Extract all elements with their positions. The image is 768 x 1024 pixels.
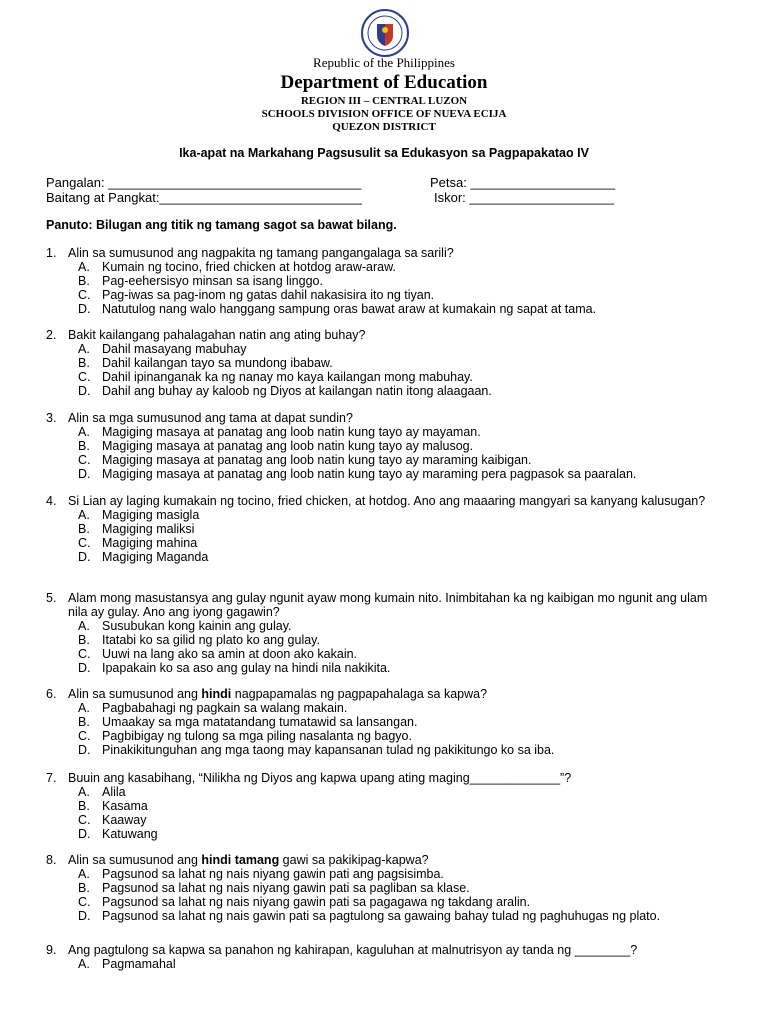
choice-letter: D. <box>78 661 91 675</box>
question-text: Alam mong masustansya ang gulay ngunit ayaw mong kumain nito. Inimbitahan ka ng kaibigan mo ngunit ang ulam nila ay gulay. Ano ang iyong gagawin? <box>68 591 708 619</box>
choice-text: Magiging masaya at panatag ang loob natin kung tayo ay mayaman. <box>102 425 481 439</box>
choice-a <box>78 785 726 799</box>
question-text <box>68 687 726 701</box>
choice-letter: B. <box>78 522 90 536</box>
question-2 <box>46 328 726 398</box>
choice-c <box>78 895 726 909</box>
question-number: 3. <box>46 411 57 425</box>
choice-letter: A. <box>78 957 90 971</box>
choice-text: Umaakay sa mga matatandang tumatawid sa lansangan. <box>102 715 418 729</box>
question-text: Bakit kailangang pahalagahan natin ang ating buhay? <box>68 328 366 342</box>
choice-a <box>78 867 726 881</box>
choice-letter: D. <box>78 550 91 564</box>
choice-letter: A. <box>78 342 90 356</box>
choice-letter: C. <box>78 370 91 384</box>
choice-text: Pagsunod sa lahat ng nais niyang gawin pati sa pagliban sa klase. <box>102 881 470 895</box>
letterhead <box>0 54 768 134</box>
question-3 <box>46 411 726 481</box>
choice-letter: B. <box>78 439 90 453</box>
choice-text: Natutulog nang walo hanggang sampung oras bawat araw at kumakain ng sapat at tama. <box>102 302 597 316</box>
choice-letter: D. <box>78 743 91 757</box>
choice-letter: C. <box>78 453 91 467</box>
choice-c <box>78 288 726 302</box>
choice-text: Pagmamahal <box>102 957 176 971</box>
choice-d <box>78 467 726 481</box>
question-number: 9. <box>46 943 57 957</box>
question-1 <box>46 246 726 316</box>
question-number: 4. <box>46 494 57 508</box>
choice-text: Dahil ipinanganak ka ng nanay mo kaya kailangan mong mabuhay. <box>102 370 473 384</box>
question-emphasis: hindi tamang <box>201 853 280 867</box>
choice-text: Kumain ng tocino, fried chicken at hotdog araw-araw. <box>102 260 396 274</box>
choice-letter: C. <box>78 813 91 827</box>
question-text-pre: Alin sa sumusunod ang <box>68 687 202 701</box>
question-emphasis: hindi <box>201 687 232 701</box>
choice-letter: B. <box>78 881 90 895</box>
question-text: Alin sa mga sumusunod ang tama at dapat sundin? <box>68 411 353 425</box>
question-number: 8. <box>46 853 57 867</box>
choice-letter: D. <box>78 467 91 481</box>
question-7 <box>46 771 726 841</box>
choice-text: Kasama <box>102 799 148 813</box>
choice-letter: D. <box>78 909 91 923</box>
choice-text: Itatabi ko sa gilid ng plato ko ang gulay. <box>102 633 320 647</box>
choice-text: Pinakikitunguhan ang mga taong may kapansanan tulad ng pakikitungo ko sa iba. <box>102 743 555 757</box>
choice-b <box>78 522 726 536</box>
question-text-pre: Alin sa sumusunod ang <box>68 853 202 867</box>
choice-c <box>78 536 726 550</box>
grade-section-field: Baitang at Pangkat:____________________________ <box>46 190 362 205</box>
choice-c <box>78 647 726 661</box>
choice-letter: A. <box>78 425 90 439</box>
choice-text: Ipapakain ko sa aso ang gulay na hindi nila nakikita. <box>102 661 391 675</box>
division-line: SCHOOLS DIVISION OFFICE OF NUEVA ECIJA <box>261 108 507 120</box>
choice-text: Magiging masaya at panatag ang loob natin kung tayo ay maraming pera pagpasok sa paaralan. <box>102 467 637 481</box>
choice-d <box>78 661 726 675</box>
choice-letter: C. <box>78 729 91 743</box>
directions: Panuto: Bilugan ang titik ng tamang sagot sa bawat bilang. <box>46 218 397 232</box>
choice-text: Katuwang <box>102 827 158 841</box>
choice-b <box>78 439 726 453</box>
region-line: REGION III – CENTRAL LUZON <box>300 95 468 107</box>
choice-b <box>78 715 726 729</box>
choice-text: Magiging mahina <box>102 536 198 550</box>
choice-letter: C. <box>78 536 91 550</box>
choice-c <box>78 729 726 743</box>
choice-b <box>78 881 726 895</box>
choice-letter: A. <box>78 867 90 881</box>
choice-text: Magiging Maganda <box>102 550 209 564</box>
question-9 <box>46 943 726 971</box>
choice-letter: B. <box>78 715 90 729</box>
choice-letter: C. <box>78 895 91 909</box>
choice-b <box>78 633 726 647</box>
choice-text: Pagbibigay ng tulong sa mga piling nasalanta ng bagyo. <box>102 729 412 743</box>
choice-text: Susubukan kong kainin ang gulay. <box>102 619 292 633</box>
question-text-post: gawi sa pakikipag-kapwa? <box>279 853 429 867</box>
choice-letter: B. <box>78 799 90 813</box>
question-5 <box>46 591 726 675</box>
choice-letter: B. <box>78 633 90 647</box>
choice-text: Magiging masaya at panatag ang loob natin kung tayo ay maraming kaibigan. <box>102 453 532 467</box>
choice-d <box>78 909 726 923</box>
question-number: 7. <box>46 771 57 785</box>
choice-letter: B. <box>78 356 90 370</box>
choice-d <box>78 302 726 316</box>
choice-letter: C. <box>78 288 91 302</box>
choice-d <box>78 743 726 757</box>
choice-b <box>78 799 726 813</box>
choice-c <box>78 813 726 827</box>
choice-d <box>78 384 726 398</box>
choice-text: Uuwi na lang ako sa amin at doon ako kakain. <box>102 647 358 661</box>
question-number: 1. <box>46 246 57 260</box>
choice-a <box>78 342 726 356</box>
choice-a <box>78 957 726 971</box>
choice-letter: D. <box>78 302 91 316</box>
choice-letter: A. <box>78 785 90 799</box>
question-text: Alin sa sumusunod ang nagpakita ng tamang pangangalaga sa sarili? <box>68 246 454 260</box>
choice-text: Magiging masaya at panatag ang loob natin kung tayo ay malusog. <box>102 439 474 453</box>
choice-text: Dahil masayang mabuhay <box>102 342 247 356</box>
republic-line: Republic of the Philippines <box>313 55 455 70</box>
question-number: 6. <box>46 687 57 701</box>
choice-b <box>78 356 726 370</box>
choice-letter: A. <box>78 260 90 274</box>
choice-letter: C. <box>78 647 91 661</box>
question-number: 2. <box>46 328 57 342</box>
choice-a <box>78 425 726 439</box>
question-4 <box>46 494 726 564</box>
choice-text: Pag-eehersisyo minsan sa isang linggo. <box>102 274 323 288</box>
choice-text: Kaaway <box>102 813 147 827</box>
choice-letter: A. <box>78 508 90 522</box>
choice-text: Pag-iwas sa pag-inom ng gatas dahil nakasisira ito ng tiyan. <box>102 288 435 302</box>
choice-d <box>78 827 726 841</box>
department-name: Department of Education <box>280 72 488 93</box>
question-text <box>68 853 726 867</box>
choice-text: Alila <box>102 785 126 799</box>
choice-letter: A. <box>78 701 90 715</box>
choice-text: Dahil kailangan tayo sa mundong ibabaw. <box>102 356 333 370</box>
question-text-post: nagpapamalas ng pagpapahalaga sa kapwa? <box>231 687 488 701</box>
choice-a <box>78 260 726 274</box>
choice-a <box>78 619 726 633</box>
choice-letter: D. <box>78 384 91 398</box>
choice-text: Pagsunod sa lahat ng nais gawin pati sa pagtulong sa gawaing bahay tulad ng paghuhugas ng plato. <box>102 909 661 923</box>
question-text: Si Lian ay laging kumakain ng tocino, fried chicken, at hotdog. Ano ang maaaring mangyari sa kanyang kalusugan? <box>68 494 706 508</box>
question-text: Ang pagtulong sa kapwa sa panahon ng kahirapan, kaguluhan at malnutrisyon ay tanda ng ________? <box>68 943 638 957</box>
name-field: Pangalan: ___________________________________ <box>46 175 362 190</box>
exam-title: Ika-apat na Markahang Pagsusulit sa Edukasyon sa Pagpapakatao IV <box>179 146 589 160</box>
choice-text: Pagbabahagi ng pagkain sa walang makain. <box>102 701 348 715</box>
score-field: Iskor: ____________________ <box>434 190 614 205</box>
deped-seal-icon <box>360 8 410 58</box>
choice-letter: D. <box>78 827 91 841</box>
choice-c <box>78 370 726 384</box>
question-text: Buuin ang kasabihang, “Nilikha ng Diyos ang kapwa upang ating maging_____________”? <box>68 771 572 785</box>
choice-letter: A. <box>78 619 90 633</box>
choice-text: Magiging maliksi <box>102 522 195 536</box>
date-field: Petsa: ____________________ <box>430 175 616 190</box>
choice-b <box>78 274 726 288</box>
choice-text: Dahil ang buhay ay kaloob ng Diyos at kailangan natin itong alaagaan. <box>102 384 492 398</box>
district-line: QUEZON DISTRICT <box>332 121 436 133</box>
question-6 <box>46 687 726 757</box>
choice-c <box>78 453 726 467</box>
choice-text: Magiging masigla <box>102 508 200 522</box>
question-number: 5. <box>46 591 57 605</box>
choice-letter: B. <box>78 274 90 288</box>
choice-a <box>78 701 726 715</box>
choice-d <box>78 550 726 564</box>
choice-text: Pagsunod sa lahat ng nais niyang gawin pati sa pagagawa ng takdang aralin. <box>102 895 531 909</box>
choice-text: Pagsunod sa lahat ng nais niyang gawin pati ang pagsisimba. <box>102 867 444 881</box>
choice-a <box>78 508 726 522</box>
question-8 <box>46 853 726 923</box>
